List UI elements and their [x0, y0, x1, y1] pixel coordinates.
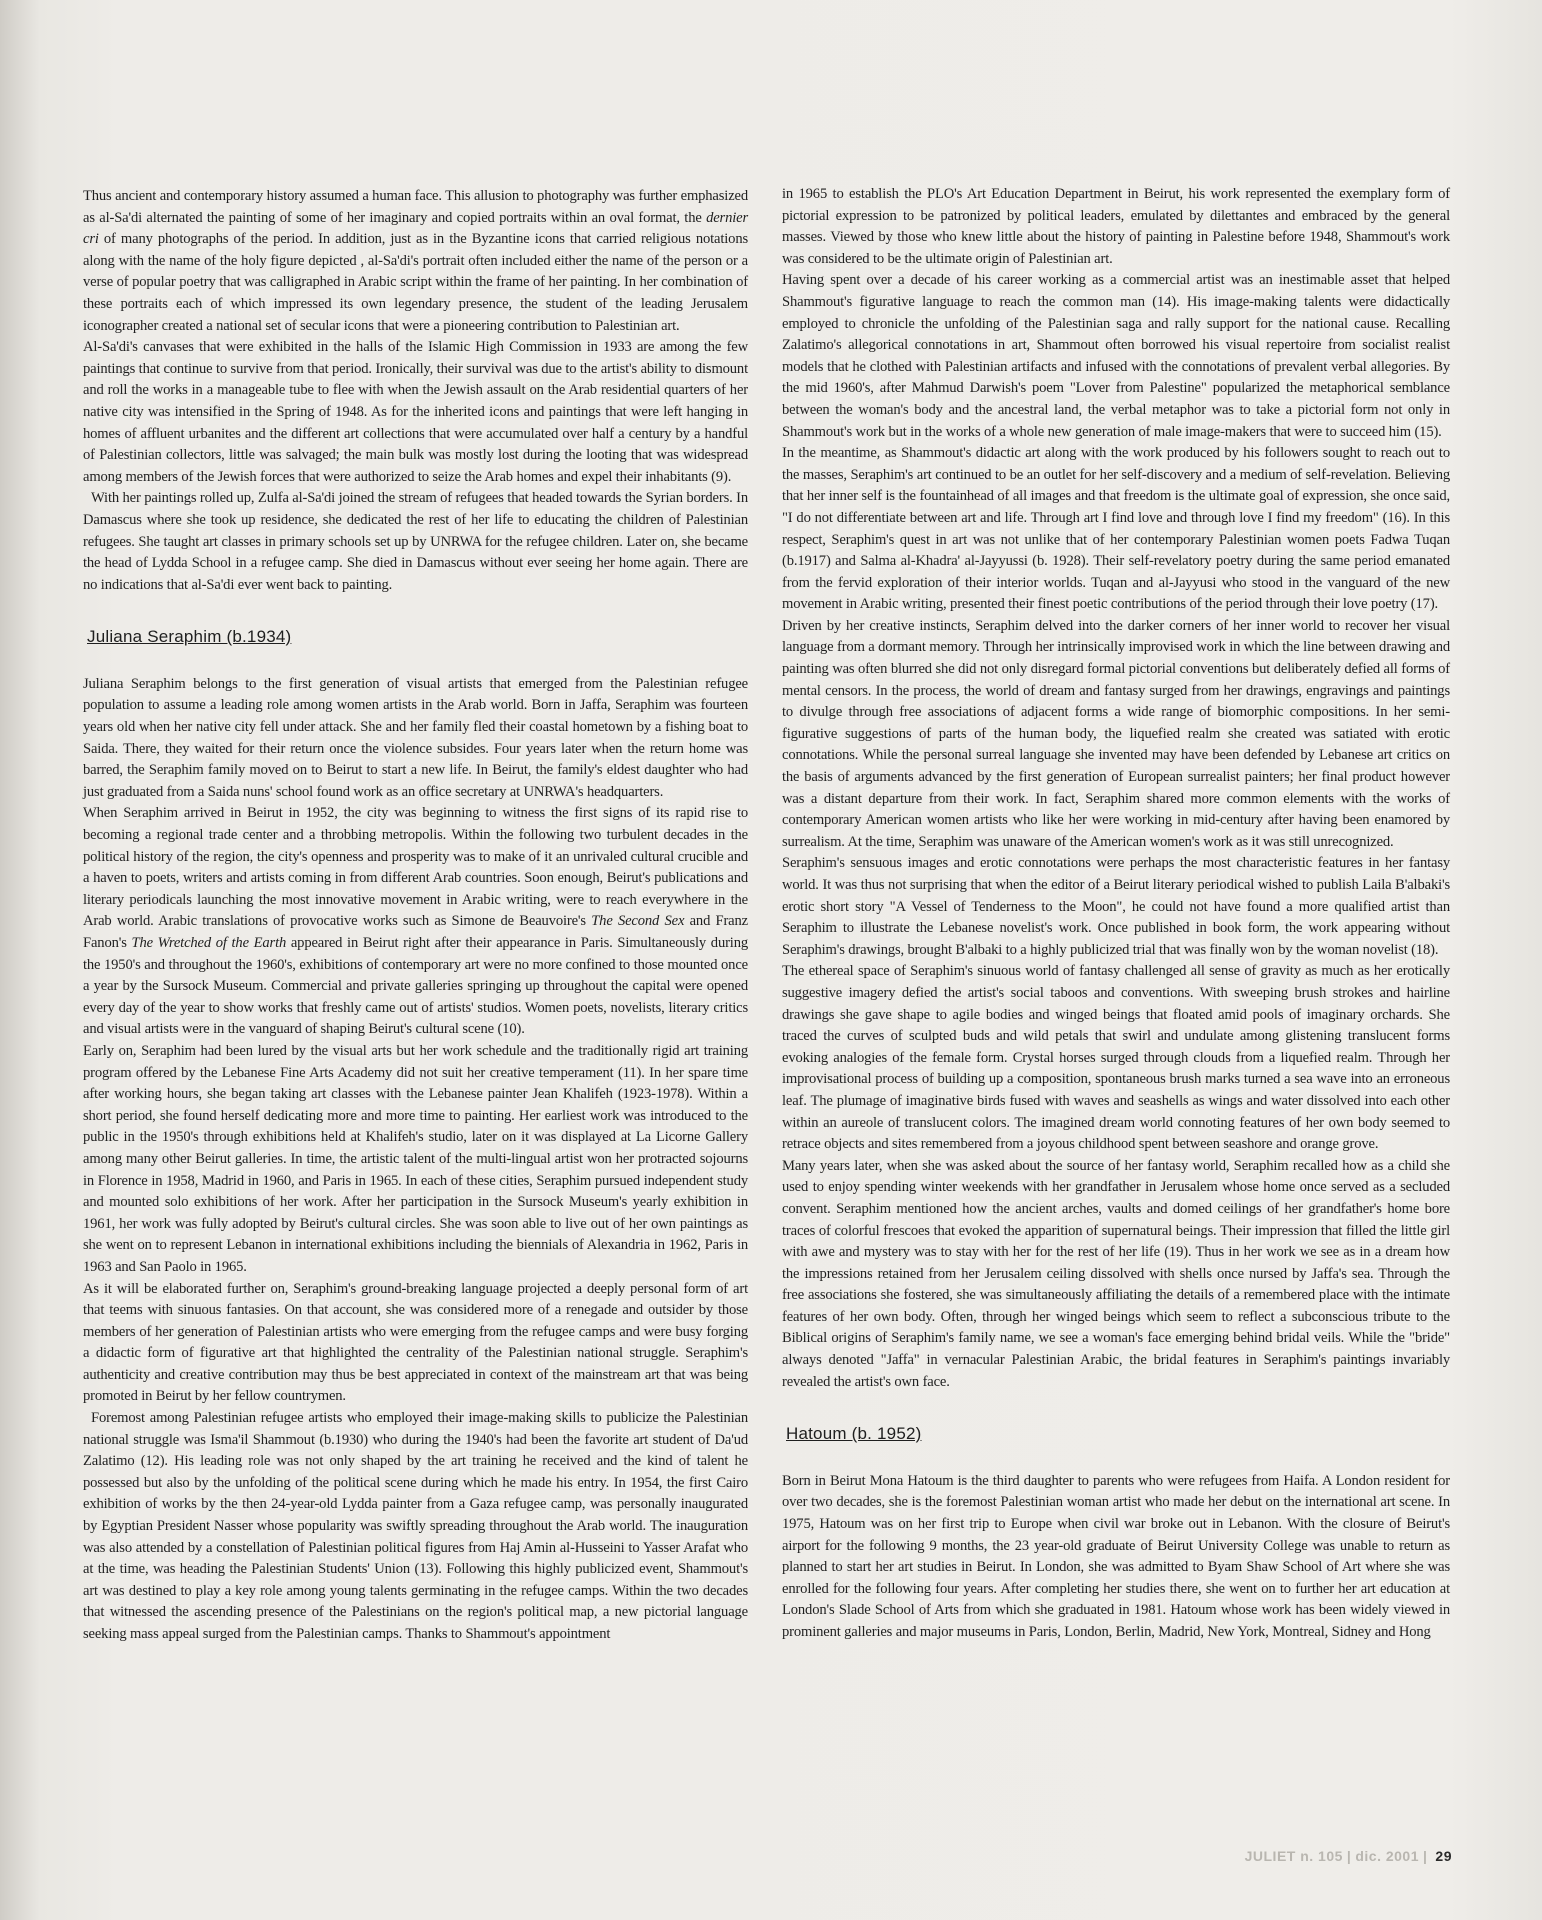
- paragraph: Driven by her creative instincts, Seraphim delved into the darker corners of her inner world to recover her visual language from a dormant memory. Through her intrinsically improvised work in which the line between drawing and painting was often blurred she did not only disregard formal pictorial conventions but deliberately defied all forms of mental censors. In the process, the world of dream and fantasy surged from her drawings, engravings and paintings to divulge through free associations of adjacent forms a wide range of biomorphic compositions. In her semi-figurative suggestions of parts of the human body, the liquefied realm she created was satiated with erotic connotations. While the personal surreal language she invented may have been defended by Lebanese art critics on the basis of arguments advanced by the first generation of European surrealist painters; her final product however was a distant departure from their work. In fact, Seraphim shared more common elements with the works of contemporary American women artists who like her were working in mid-century after having been enamored by surrealism. At the time, Seraphim was unaware of the American women's work as it was still unrecognized.: [782, 617, 1450, 850]
- paragraph: Al-Sa'di's canvases that were exhibited in the halls of the Islamic High Commission in 1933 are among the few paintings that continue to survive from that period. Ironically, their survival was due to the artist's ability to dismount and roll the works in a manageable tube to flee with when the Jewish assault on the Arab residential quarters of her native city was intensified in the Spring of 1948. As for the inherited icons and paintings that were left hanging in homes of affluent urbanites and the different art collections that were accumulated over half a century by a handful of Palestinian collectors, little was salvaged; the main bulk was mostly lost during the looting that was widespread among members of the Jewish forces that were authorized to seize the Arab homes and expel their inhabitants (9).: [83, 339, 748, 485]
- section-heading-seraphim: Juliana Seraphim (b.1934): [87, 627, 292, 647]
- paragraph: In the meantime, as Shammout's didactic art along with the work produced by his followers sought to reach out to the masses, Seraphim's art continued to be an outlet for her self-discovery and a medium of self-revelation. Believing that her inner self is the fountainhead of all images and that freedom is the ultimate goal of expression, she once said, "I do not differentiate between art and life. Through art I find love and through love I find my freedom" (16). In this respect, Seraphim's quest in art was not unlike that of her contemporary Palestinian women poets Fadwa Tuqan (b.1917) and Salma al-Khadra' al-Jayyussi (b. 1928). Their self-revelatory poetry during the same period emanated from the fervid exploration of their interior worlds. Tuqan and al-Jayyusi who stood in the vanguard of the new movement in Arabic writing, presented their finest poetic contributions of the period through their love poetry (17).: [782, 445, 1450, 613]
- paragraph: Early on, Seraphim had been lured by the visual arts but her work schedule and the traditionally rigid art training program offered by the Lebanese Fine Arts Academy did not suit her creative temperament (11). In her spare time after working hours, she began taking art classes with the Lebanese painter Jean Khalifeh (1923-1978). Within a short period, she found herself dedicating more and more time to painting. Her earliest work was introduced to the public in the 1950's through exhibitions held at Khalifeh's studio, later on it was displayed at La Licorne Gallery among many other Beirut galleries. In time, the artistic talent of the multi-lingual artist won her protracted sojourns in Florence in 1958, Madrid in 1960, and Paris in 1965. In each of these cities, Seraphim pursued independent study and mounted solo exhibitions of her work. After her participation in the Sursock Museum's yearly exhibition in 1961, her work was fully adopted by Beirut's cultural circles. She was soon able to live out of her own paintings as she went on to represent Lebanon in international exhibitions including the biennials of Alexandria in 1962, Paris in 1963 and San Paolo in 1965.: [83, 1042, 748, 1275]
- book-title: The Second Sex: [591, 913, 685, 930]
- footer-separator: |: [1423, 1848, 1428, 1864]
- section-heading-hatoum: Hatoum (b. 1952): [786, 1424, 922, 1444]
- page-footer: [1245, 1848, 1452, 1864]
- footer-separator: |: [1346, 1848, 1352, 1864]
- paragraph: The ethereal space of Seraphim's sinuous world of fantasy challenged all sense of gravity as much as her erotically suggestive imagery defied the artist's social taboos and conventions. With sweeping brush strokes and hairline drawings she gave shape to agile bodies and winged beings that floated amid pools of imaginary orchards. She traced the curves of sculpted buds and wild petals that swirl and undulate among glistening translucent forms evoking analogies of the female form. Crystal horses surged through clouds from a liquefied realm. Through her improvisational process of building up a composition, spontaneous brush marks turned a sea wave into an erroneous leaf. The plumage of imaginative birds fused with waves and seashells as wings and water dissolved into each other within an aureole of translucent colors. The imagined dream world connoting features of her own body seemed to retrace objects and sites remembered from a joyous childhood spent between seashore and orange grove.: [782, 963, 1450, 1153]
- paragraph: Born in Beirut Mona Hatoum is the third daughter to parents who were refugees from Haifa. A London resident for over two decades, she is the foremost Palestinian woman artist who made her debut on the international art scene. In 1975, Hatoum was on her first trip to Europe when civil war broke out in Lebanon. With the closure of Beirut's airport for the following 9 months, the 23 year-old graduate of Beirut University College was unable to return as planned to start her art studies in Beirut. In London, she was admitted to Byam Shaw School of Art where she was enrolled for the following four years. After completing her studies there, she went on to further her art education at London's Slade School of Arts from which she graduated in 1981. Hatoum whose work has been widely viewed in prominent galleries and major museums in Paris, London, Berlin, Madrid, New York, Montreal, Sidney and Hong: [782, 1472, 1450, 1640]
- issue-date: dic. 2001: [1355, 1848, 1419, 1864]
- right-column: [782, 184, 1450, 1644]
- paragraph: Foremost among Palestinian refugee artists who employed their image-making skills to publicize the Palestinian national struggle was Isma'il Shammout (b.1930) who during the 1940's had been the favorite art student of Da'ud Zalatimo (12). His leading role was not only shaped by the art training he received and the kind of talent he possessed but also by the unfolding of the political scene during which he made his entry. In 1954, the first Cairo exhibition of works by the then 24-year-old Lydda painter from a Gaza refugee camp, was personally inaugurated by Egyptian President Nasser whose popularity was swiftly spreading throughout the Arab world. The inauguration was also attended by a constellation of Palestinian political figures from Haj Amin al-Husseini to Yasser Arafat who at the time, was heading the Palestinian Students' Union (13). Following this highly publicized event, Shammout's art was destined to play a key role among young talents germinating in the refugee camps. Within the two decades that witnessed the ascending presence of the Palestinians on the region's political map, a new pictorial language seeking mass appeal surged from the Palestinian camps. Thanks to Shammout's appointment: [83, 1410, 748, 1642]
- paragraph: When Seraphim arrived in Beirut in 1952, the city was beginning to witness the first signs of its rapid rise to becoming a regional trade center and a throbbing metropolis. Within the following two turbulent decades in the political history of the region, the city's openness and prosperity was to make of it an unrivaled cultural crucible and a haven to poets, writers and artists coming in from different Arab countries. Soon enough, Beirut's publications and literary periodicals launching the most innovative movement in Arabic writing, were to reach everywhere in the Arab world. Arabic translations of provocative works such as Simone de Beauvoire's The Second Sex and Franz Fanon's The Wretched of the Earth appeared in Beirut right after their appearance in Paris. Simultaneously during the 1950's and throughout the 1960's, exhibitions of contemporary art were no more confined to those mounted once a year by the Sursock Museum. Commercial and private galleries springing up throughout the capital were opened every day of the year to show works that freshly came out of artists' studios. Women poets, novelists, literary critics and visual artists were in the vanguard of shaping Beirut's cultural scene (10).: [83, 805, 748, 1038]
- paragraph: Thus ancient and contemporary history assumed a human face. This allusion to photography was further emphasized as al-Sa'di alternated the painting of some of her imaginary and copied portraits within an oval format, the dernier cri of many photographs of the period. In addition, just as in the Byzantine icons that carried religious notations along with the name of the holy figure depicted , al-Sa'di's portrait often included either the name of the person or a verse of popular poetry that was calligraphed in Arabic script within the frame of her painting. In her combination of these portraits each of which impressed its own legendary presence, the student of the leading Jerusalem iconographer created a national set of secular icons that were a pioneering contribution to Palestinian art.: [83, 188, 748, 334]
- italic-phrase: dernier cri: [83, 209, 748, 248]
- paragraph: As it will be elaborated further on, Seraphim's ground-breaking language projected a deeply personal form of art that teems with sinuous fantasies. On that account, she was considered more of a renegade and outsider by those members of her generation of Palestinian artists who were emerging from the refugee camps and were busy forging a didactic form of figurative art that highlighted the centrality of the Palestinian national struggle. Seraphim's authenticity and creative contribution may thus be best appreciated in context of the mainstream art that was being promoted in Beirut by her fellow countrymen.: [83, 1280, 748, 1405]
- paragraph: Many years later, when she was asked about the source of her fantasy world, Seraphim recalled how as a child she used to enjoy spending winter weekends with her grandfather in Jerusalem whose home once served as a secluded convent. Seraphim mentioned how the ancient arches, vaults and domed ceilings of her grandfather's home bore traces of colorful frescoes that evoked the apparition of supernatural beings. Their impression that filled the little girl with awe and mystery was to stay with her for the rest of her life (19). Thus in her work we see as in a dream how the impressions retained from her Jerusalem ceiling dissolved with shells once nursed by Jaffa's sea. Through the free associations she fostered, she was simultaneously affiliating the details of a remembered place with the intimate features of her own body. Often, through her winged beings which seem to reflect a subconscious tribute to the Biblical origins of Seraphim's family name, we see a woman's face emerging behind bridal veils. While the "bride" always denoted "Jaffa" in vernacular Palestinian Arabic, the bridal features in Seraphim's paintings invariably revealed the artist's own face.: [782, 1157, 1450, 1390]
- paragraph: in 1965 to establish the PLO's Art Education Department in Beirut, his work represented the exemplary form of pictorial expression to be patronized by political leaders, emulated by dilettantes and embraced by the general masses. Viewed by those who knew little about the history of painting in Palestine before 1948, Shammout's work was considered to be the ultimate origin of Palestinian art.: [782, 186, 1450, 267]
- paragraph: Juliana Seraphim belongs to the first generation of visual artists that emerged from the Palestinian refugee population to assume a leading role among women artists in the Arab world. Born in Jaffa, Seraphim was fourteen years old when her native city fell under attack. She and her family fled their coastal hometown by a fishing boat to Saida. There, they waited for their return once the violence subsides. Four years later when the return home was barred, the Seraphim family moved on to Beirut to start a new life. In Beirut, the family's eldest daughter who had just graduated from a Saida nuns' school found work as an office secretary at UNRWA's headquarters.: [83, 675, 748, 800]
- magazine-name: JULIET n. 105: [1244, 1848, 1343, 1864]
- paragraph: With her paintings rolled up, Zulfa al-Sa'di joined the stream of refugees that headed towards the Syrian borders. In Damascus where she took up residence, she dedicated the rest of her life to educating the children of Palestinian refugees. She taught art classes in primary schools set up by UNRWA for the refugee children. Later on, she became the head of Lydda School in a refugee camp. She died in Damascus without ever seeing her home again. There are no indications that al-Sa'di ever went back to painting.: [83, 490, 748, 593]
- paragraph: Having spent over a decade of his career working as a commercial artist was an inestimable asset that helped Shammout's figurative language to reach the common man (14). His image-making talents were didactically employed to chronicle the unfolding of the Palestinian saga and rally support for the national cause. Recalling Zalatimo's allegorical connotations in art, Shammout often borrowed his visual repertoire from socialist realist models that he clothed with Palestinian artifacts and infused with the connotations of prevalent verbal allegories. By the mid 1960's, after Mahmud Darwish's poem "Lover from Palestine" popularized the metaphorical semblance between the woman's body and the ancestral land, the verbal metaphor was to take a pictorial form not only in Shammout's work but in the works of a whole new generation of male image-makers that were to succeed him (15).: [782, 272, 1450, 440]
- book-title: The Wretched of the Earth: [131, 935, 287, 951]
- paragraph: Seraphim's sensuous images and erotic connotations were perhaps the most characteristic features in her fantasy world. It was thus not surprising that when the editor of a Beirut literary periodical wished to publish Laila B'albaki's erotic short story "A Vessel of Tenderness to the Moon", he could not have found a more qualified artist than Seraphim to illustrate the Lebanese novelist's work. Once published in book form, the work appearing without Seraphim's drawings, brought B'albaki to a highly publicized trial that was finally won by the woman novelist (18).: [782, 855, 1450, 958]
- left-column: [83, 186, 748, 1646]
- page-number: 29: [1435, 1848, 1452, 1864]
